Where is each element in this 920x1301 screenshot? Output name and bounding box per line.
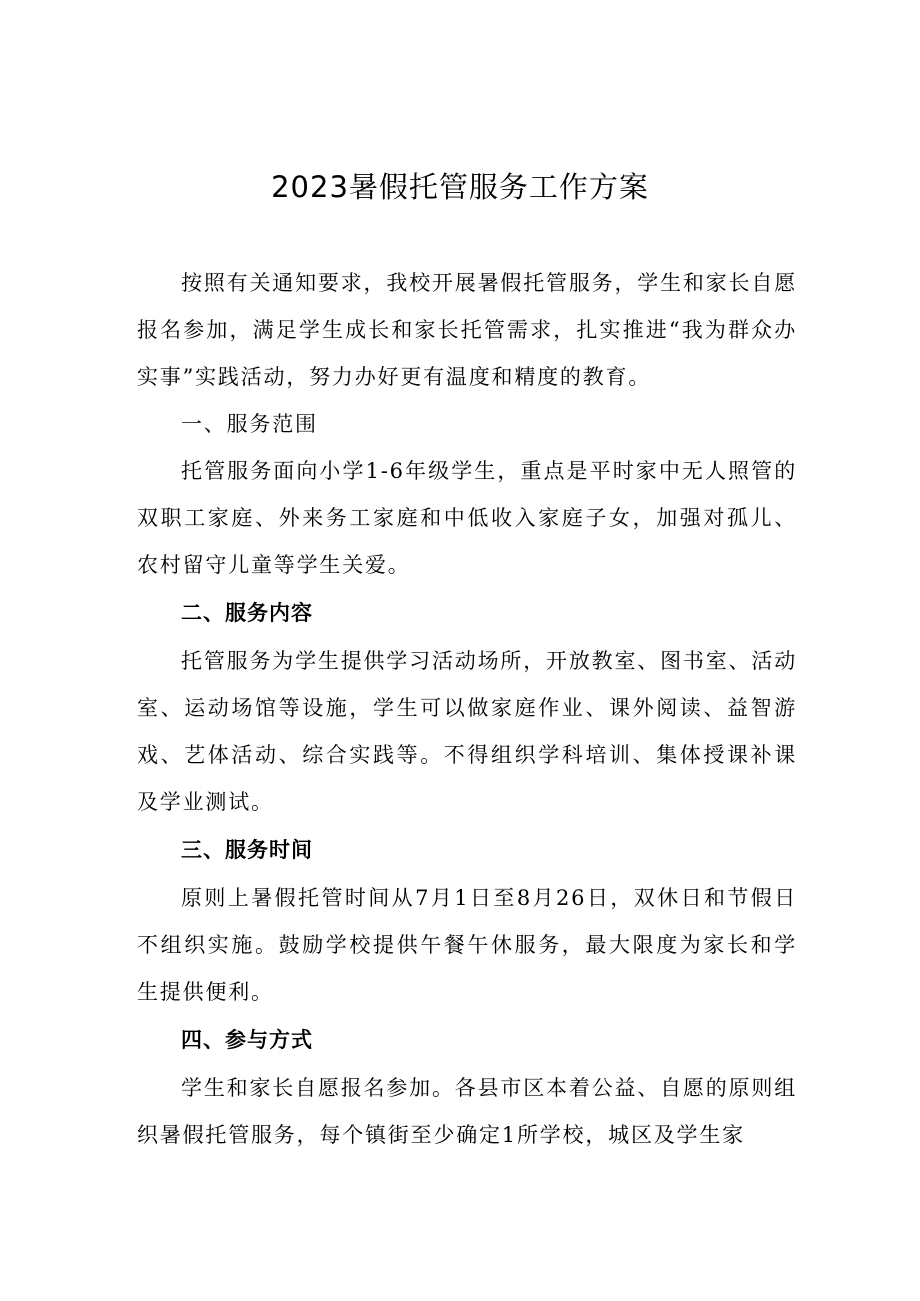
intro-paragraph: 按照有关通知要求，我校开展暑假托管服务，学生和家长自愿报名参加，满足学生成长和家长托管需求，扎实推进“我为群众办实事”实践活动，努力办好更有温度和精度的教育。	[137, 271, 797, 389]
section-text-participation: 学生和家长自愿报名参加。各县市区本着公益、自愿的原则组织暑假托管服务，每个镇街至少确定1所学校，城区及学生家	[137, 1076, 797, 1147]
document-title: 2023暑假托管服务工作方案	[271, 170, 649, 204]
section-heading-scope: 一、服务范围	[181, 412, 318, 436]
document-body	[137, 260, 797, 1159]
section-text-content: 托管服务为学生提供学习活动场所，开放教室、图书室、活动室、运动场馆等设施，学生可以做家庭作业、课外阅读、益智游戏、艺体活动、综合实践等。不得组织学科培训、集体授课补课及学业测试。	[137, 649, 797, 814]
section-text-time: 原则上暑假托管时间从7月1日至8月26日，双休日和节假日不组织实施。鼓励学校提供午餐午休服务，最大限度为家长和学生提供便利。	[137, 886, 797, 1004]
section-heading-content: 二、服务内容	[181, 601, 313, 625]
section-heading-participation: 四、参与方式	[181, 1028, 313, 1052]
section-heading-time: 三、服务时间	[181, 838, 313, 862]
section-text-scope: 托管服务面向小学1-6年级学生，重点是平时家中无人照管的双职工家庭、外来务工家庭和中低收入家庭子女，加强对孤儿、农村留守儿童等学生关爱。	[137, 459, 797, 577]
